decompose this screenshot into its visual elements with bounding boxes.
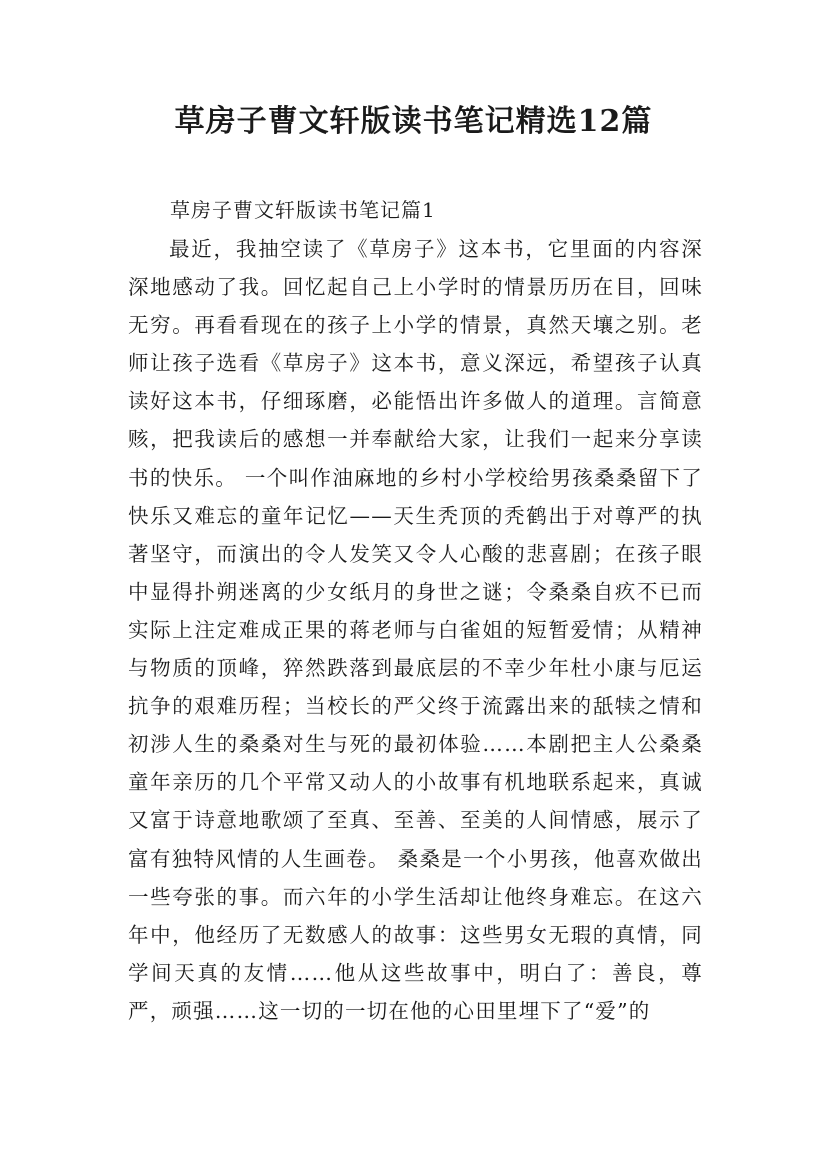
body-paragraph: 最近，我抽空读了《草房子》这本书，它里面的内容深深地感动了我。回忆起自己上小学时的情景历历在目，回味无穷。再看看现在的孩子上小学的情景，真然天壤之别。老师让孩子选看《草房子》这本书，意义深远，希望孩子认真读好这本书，仔细琢磨，必能悟出许多做人的道理。言简意赅，把我读后的感想一并奉献给大家，让我们一起来分享读书的快乐。 一个叫作油麻地的乡村小学校给男孩桑桑留下了快乐又难忘的童年记忆——天生秃顶的秃鹤出于对尊严的执著坚守，而演出的令人发笑又令人心酸的悲喜剧；在孩子眼中显得扑朔迷离的少女纸月的身世之谜；令桑桑自疚不已而实际上注定难成正果的蒋老师与白雀姐的短暂爱情；从精神与物质的顶峰，猝然跌落到最底层的不幸少年杜小康与厄运抗争的艰难历程；当校长的严父终于流露出来的舐犊之情和初涉人生的桑桑对生与死的最初体验……本剧把主人公桑桑童年亲历的几个平常又动人的小故事有机地联系起来，真诚又富于诗意地歌颂了至真、至善、至美的人间情感，展示了富有独特风情的人生画卷。 桑桑是一个小男孩，他喜欢做出一些夸张的事。而六年的小学生活却让他终身难忘。在这六年中，他经历了无数感人的故事：这些男女无瑕的真情，同学间天真的友情……他从这些故事中，明白了：善良，尊严，顽强……这一切的一切在他的心田里埋下了“爱”的	[128, 237, 703, 1023]
document-title: 草房子曹文轩版读书笔记精选12篇	[174, 104, 653, 139]
section-heading: 草房子曹文轩版读书笔记篇1	[170, 198, 436, 222]
